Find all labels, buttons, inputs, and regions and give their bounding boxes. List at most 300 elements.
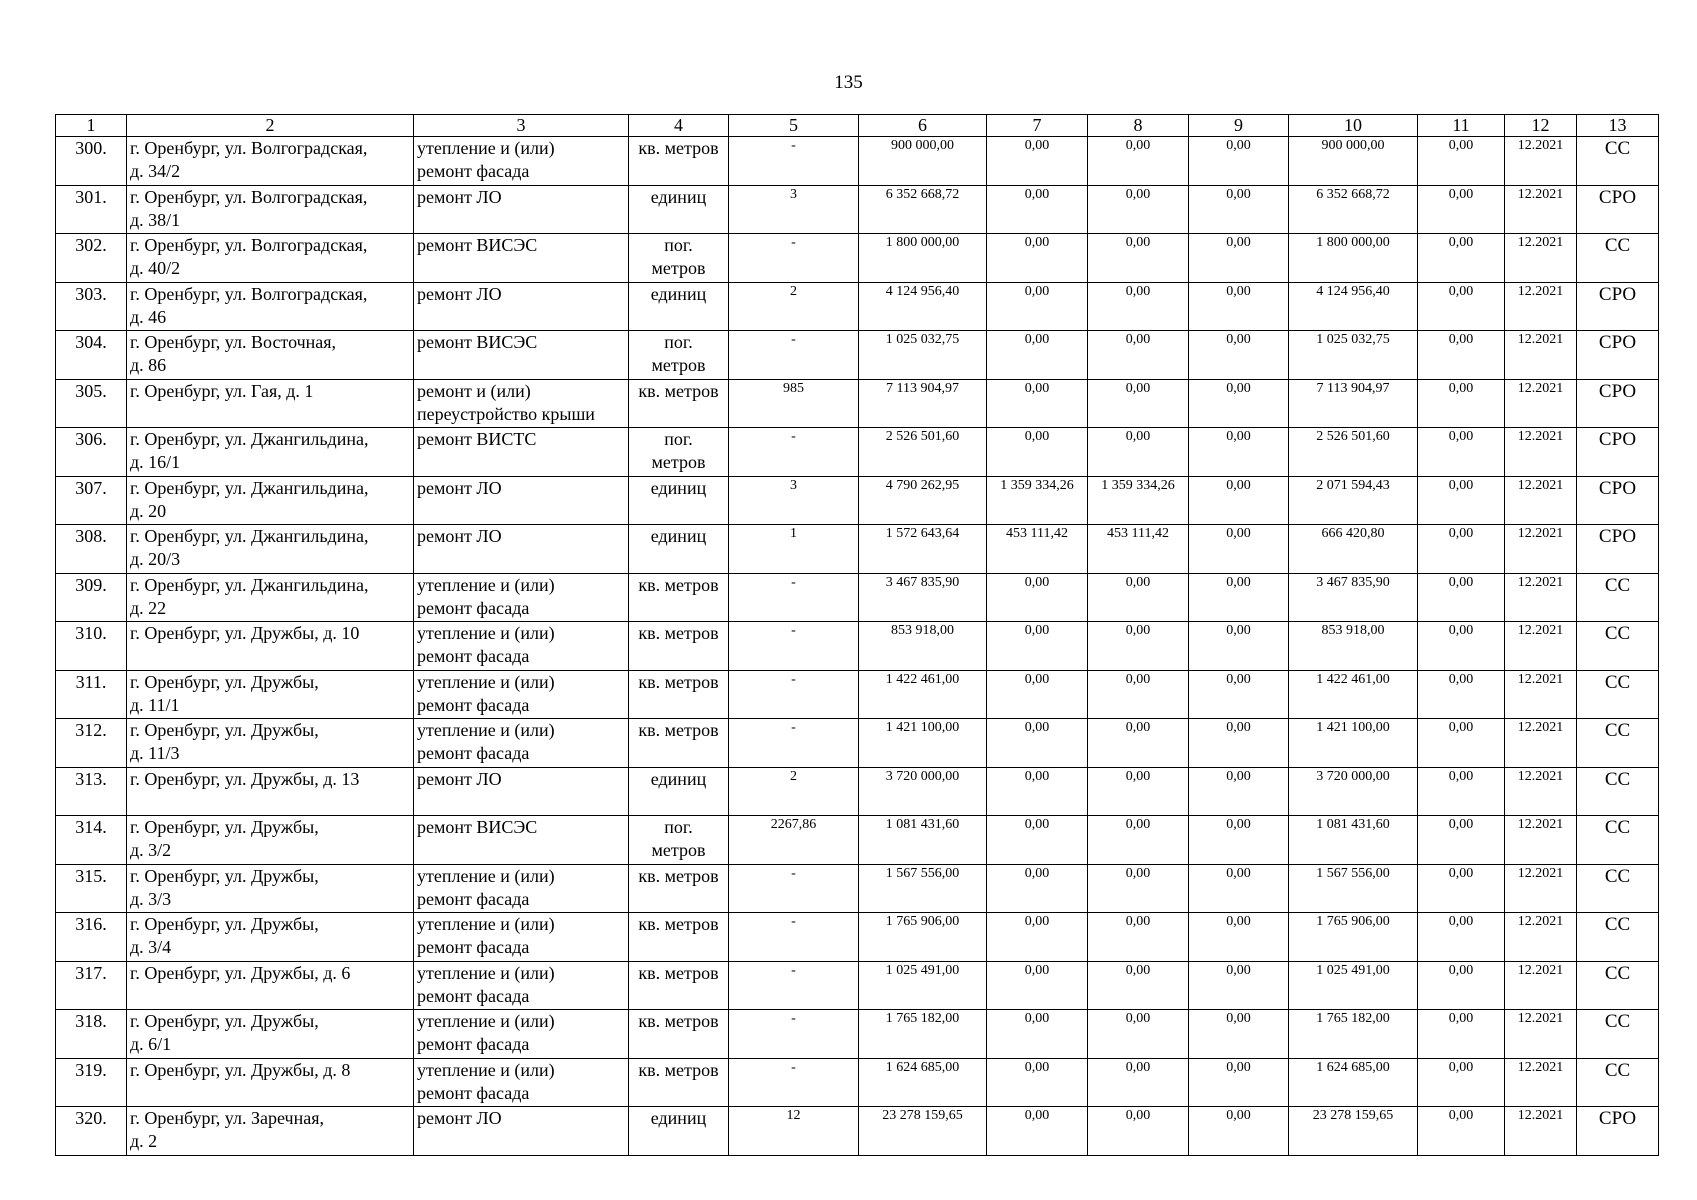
- table-row: [56, 428, 1659, 477]
- fund-cell-9: 0,00: [1189, 185, 1289, 234]
- account-type-cell: СРО: [1577, 525, 1659, 574]
- table-row: [56, 573, 1659, 622]
- unit-cell: кв. метров: [629, 670, 729, 719]
- column-header-1: 1: [56, 115, 127, 137]
- account-type-cell: СС: [1577, 137, 1659, 186]
- account-type-cell: СС: [1577, 816, 1659, 865]
- column-header-13: 13: [1577, 115, 1659, 137]
- work-type-cell: утепление и (или) ремонт фасада: [414, 1010, 629, 1059]
- fund-cell-7: 0,00: [987, 816, 1088, 865]
- fund-cell-8: 0,00: [1088, 331, 1189, 380]
- fund-cell-7: 453 111,42: [987, 525, 1088, 574]
- fund-cell-9: 0,00: [1189, 913, 1289, 962]
- fund-cell-8: 0,00: [1088, 185, 1189, 234]
- account-type-cell: СРО: [1577, 476, 1659, 525]
- fund-cell-10: 1 422 461,00: [1289, 670, 1418, 719]
- completion-date-cell: 12.2021: [1505, 185, 1577, 234]
- fund-cell-8: 1 359 334,26: [1088, 476, 1189, 525]
- work-type-cell: утепление и (или) ремонт фасада: [414, 719, 629, 768]
- unit-cell: кв. метров: [629, 137, 729, 186]
- account-type-cell: СРО: [1577, 185, 1659, 234]
- fund-cell-7: 0,00: [987, 670, 1088, 719]
- fund-cell-7: 0,00: [987, 185, 1088, 234]
- account-type-cell: СРО: [1577, 1107, 1659, 1156]
- quantity-cell: -: [729, 1010, 859, 1059]
- fund-cell-9: 0,00: [1189, 282, 1289, 331]
- fund-cell-9: 0,00: [1189, 767, 1289, 816]
- quantity-cell: -: [729, 1058, 859, 1107]
- fund-cell-10: 900 000,00: [1289, 137, 1418, 186]
- completion-date-cell: 12.2021: [1505, 816, 1577, 865]
- column-header-9: 9: [1189, 115, 1289, 137]
- fund-cell-10: 7 113 904,97: [1289, 379, 1418, 428]
- address-cell: г. Оренбург, ул. Дружбы, д. 6: [127, 961, 414, 1010]
- column-header-8: 8: [1088, 115, 1189, 137]
- total-cost-cell: 1 572 643,64: [859, 525, 987, 574]
- fund-cell-10: 1 765 906,00: [1289, 913, 1418, 962]
- completion-date-cell: 12.2021: [1505, 961, 1577, 1010]
- fund-cell-7: 0,00: [987, 719, 1088, 768]
- fund-cell-8: 0,00: [1088, 864, 1189, 913]
- quantity-cell: -: [729, 573, 859, 622]
- fund-cell-9: 0,00: [1189, 961, 1289, 1010]
- completion-date-cell: 12.2021: [1505, 234, 1577, 283]
- unit-cell: пог. метров: [629, 331, 729, 380]
- row-number: 320.: [56, 1107, 127, 1156]
- fund-cell-10: 1 421 100,00: [1289, 719, 1418, 768]
- quantity-cell: 2267,86: [729, 816, 859, 865]
- address-cell: г. Оренбург, ул. Дружбы, д. 11/3: [127, 719, 414, 768]
- fund-cell-10: 2 071 594,43: [1289, 476, 1418, 525]
- account-type-cell: СС: [1577, 1010, 1659, 1059]
- work-type-cell: утепление и (или) ремонт фасада: [414, 864, 629, 913]
- account-type-cell: СРО: [1577, 428, 1659, 477]
- total-cost-cell: 1 624 685,00: [859, 1058, 987, 1107]
- unit-cell: пог. метров: [629, 428, 729, 477]
- fund-cell-7: 0,00: [987, 767, 1088, 816]
- fund-cell-10: 2 526 501,60: [1289, 428, 1418, 477]
- fund-cell-9: 0,00: [1189, 137, 1289, 186]
- page-number: 135: [834, 72, 863, 93]
- fund-cell-11: 0,00: [1418, 331, 1505, 380]
- fund-cell-8: 0,00: [1088, 1058, 1189, 1107]
- total-cost-cell: 1 765 906,00: [859, 913, 987, 962]
- row-number: 315.: [56, 864, 127, 913]
- fund-cell-8: 0,00: [1088, 428, 1189, 477]
- unit-cell: кв. метров: [629, 1058, 729, 1107]
- address-cell: г. Оренбург, ул. Дружбы, д. 11/1: [127, 670, 414, 719]
- fund-cell-8: 0,00: [1088, 573, 1189, 622]
- table-row: [56, 913, 1659, 962]
- table-row: [56, 622, 1659, 671]
- row-number: 301.: [56, 185, 127, 234]
- quantity-cell: -: [729, 719, 859, 768]
- fund-cell-8: 0,00: [1088, 137, 1189, 186]
- fund-cell-9: 0,00: [1189, 864, 1289, 913]
- fund-cell-9: 0,00: [1189, 428, 1289, 477]
- completion-date-cell: 12.2021: [1505, 767, 1577, 816]
- address-cell: г. Оренбург, ул. Джангильдина, д. 20/3: [127, 525, 414, 574]
- fund-cell-8: 0,00: [1088, 913, 1189, 962]
- quantity-cell: -: [729, 670, 859, 719]
- fund-cell-10: 1 800 000,00: [1289, 234, 1418, 283]
- unit-cell: единиц: [629, 282, 729, 331]
- work-type-cell: утепление и (или) ремонт фасада: [414, 137, 629, 186]
- work-type-cell: ремонт ВИСЭС: [414, 816, 629, 865]
- address-cell: г. Оренбург, ул. Джангильдина, д. 20: [127, 476, 414, 525]
- address-cell: г. Оренбург, ул. Дружбы, д. 3/3: [127, 864, 414, 913]
- quantity-cell: -: [729, 913, 859, 962]
- row-number: 319.: [56, 1058, 127, 1107]
- column-number-row: [56, 115, 1659, 137]
- address-cell: г. Оренбург, ул. Волгоградская, д. 40/2: [127, 234, 414, 283]
- fund-cell-11: 0,00: [1418, 282, 1505, 331]
- address-cell: г. Оренбург, ул. Дружбы, д. 8: [127, 1058, 414, 1107]
- row-number: 314.: [56, 816, 127, 865]
- table-row: [56, 476, 1659, 525]
- account-type-cell: СС: [1577, 767, 1659, 816]
- fund-cell-9: 0,00: [1189, 573, 1289, 622]
- account-type-cell: СС: [1577, 1058, 1659, 1107]
- fund-cell-10: 666 420,80: [1289, 525, 1418, 574]
- unit-cell: кв. метров: [629, 961, 729, 1010]
- unit-cell: кв. метров: [629, 719, 729, 768]
- completion-date-cell: 12.2021: [1505, 1058, 1577, 1107]
- address-cell: г. Оренбург, ул. Волгоградская, д. 34/2: [127, 137, 414, 186]
- completion-date-cell: 12.2021: [1505, 282, 1577, 331]
- address-cell: г. Оренбург, ул. Джангильдина, д. 16/1: [127, 428, 414, 477]
- work-type-cell: ремонт ЛО: [414, 525, 629, 574]
- work-type-cell: утепление и (или) ремонт фасада: [414, 670, 629, 719]
- fund-cell-11: 0,00: [1418, 670, 1505, 719]
- table-row: [56, 864, 1659, 913]
- fund-cell-11: 0,00: [1418, 1058, 1505, 1107]
- completion-date-cell: 12.2021: [1505, 137, 1577, 186]
- quantity-cell: -: [729, 961, 859, 1010]
- quantity-cell: -: [729, 428, 859, 477]
- fund-cell-10: 4 124 956,40: [1289, 282, 1418, 331]
- quantity-cell: 12: [729, 1107, 859, 1156]
- fund-cell-11: 0,00: [1418, 622, 1505, 671]
- fund-cell-10: 1 081 431,60: [1289, 816, 1418, 865]
- fund-cell-7: 0,00: [987, 864, 1088, 913]
- fund-cell-9: 0,00: [1189, 1010, 1289, 1059]
- total-cost-cell: 1 765 182,00: [859, 1010, 987, 1059]
- table-row: [56, 379, 1659, 428]
- row-number: 303.: [56, 282, 127, 331]
- fund-cell-7: 0,00: [987, 331, 1088, 380]
- fund-cell-10: 1 624 685,00: [1289, 1058, 1418, 1107]
- work-type-cell: утепление и (или) ремонт фасада: [414, 1058, 629, 1107]
- unit-cell: кв. метров: [629, 913, 729, 962]
- row-number: 316.: [56, 913, 127, 962]
- address-cell: г. Оренбург, ул. Дружбы, д. 6/1: [127, 1010, 414, 1059]
- fund-cell-11: 0,00: [1418, 379, 1505, 428]
- account-type-cell: СРО: [1577, 331, 1659, 380]
- account-type-cell: СС: [1577, 864, 1659, 913]
- table-row: [56, 767, 1659, 816]
- unit-cell: единиц: [629, 767, 729, 816]
- completion-date-cell: 12.2021: [1505, 525, 1577, 574]
- table-row: [56, 1010, 1659, 1059]
- total-cost-cell: 1 025 032,75: [859, 331, 987, 380]
- table-row: [56, 1058, 1659, 1107]
- completion-date-cell: 12.2021: [1505, 864, 1577, 913]
- work-type-cell: ремонт ЛО: [414, 1107, 629, 1156]
- fund-cell-7: 0,00: [987, 234, 1088, 283]
- fund-cell-11: 0,00: [1418, 864, 1505, 913]
- column-header-11: 11: [1418, 115, 1505, 137]
- column-header-6: 6: [859, 115, 987, 137]
- row-number: 304.: [56, 331, 127, 380]
- fund-cell-8: 0,00: [1088, 379, 1189, 428]
- fund-cell-10: 853 918,00: [1289, 622, 1418, 671]
- fund-cell-9: 0,00: [1189, 234, 1289, 283]
- work-type-cell: утепление и (или) ремонт фасада: [414, 622, 629, 671]
- column-header-4: 4: [629, 115, 729, 137]
- unit-cell: кв. метров: [629, 379, 729, 428]
- fund-cell-7: 1 359 334,26: [987, 476, 1088, 525]
- fund-cell-7: 0,00: [987, 622, 1088, 671]
- completion-date-cell: 12.2021: [1505, 1010, 1577, 1059]
- fund-cell-9: 0,00: [1189, 719, 1289, 768]
- fund-cell-8: 0,00: [1088, 1107, 1189, 1156]
- fund-cell-10: 23 278 159,65: [1289, 1107, 1418, 1156]
- fund-cell-7: 0,00: [987, 573, 1088, 622]
- fund-cell-11: 0,00: [1418, 573, 1505, 622]
- row-number: 312.: [56, 719, 127, 768]
- unit-cell: пог. метров: [629, 816, 729, 865]
- total-cost-cell: 3 720 000,00: [859, 767, 987, 816]
- fund-cell-8: 0,00: [1088, 767, 1189, 816]
- quantity-cell: 3: [729, 476, 859, 525]
- quantity-cell: 985: [729, 379, 859, 428]
- completion-date-cell: 12.2021: [1505, 476, 1577, 525]
- unit-cell: единиц: [629, 1107, 729, 1156]
- completion-date-cell: 12.2021: [1505, 573, 1577, 622]
- completion-date-cell: 12.2021: [1505, 1107, 1577, 1156]
- fund-cell-11: 0,00: [1418, 185, 1505, 234]
- table-row: [56, 234, 1659, 283]
- row-number: 300.: [56, 137, 127, 186]
- fund-cell-10: 1 567 556,00: [1289, 864, 1418, 913]
- account-type-cell: СС: [1577, 573, 1659, 622]
- work-type-cell: ремонт ЛО: [414, 767, 629, 816]
- completion-date-cell: 12.2021: [1505, 913, 1577, 962]
- row-number: 309.: [56, 573, 127, 622]
- table-row: [56, 185, 1659, 234]
- fund-cell-8: 0,00: [1088, 719, 1189, 768]
- total-cost-cell: 900 000,00: [859, 137, 987, 186]
- fund-cell-7: 0,00: [987, 137, 1088, 186]
- completion-date-cell: 12.2021: [1505, 428, 1577, 477]
- unit-cell: единиц: [629, 185, 729, 234]
- fund-cell-8: 0,00: [1088, 234, 1189, 283]
- work-type-cell: ремонт ВИСТС: [414, 428, 629, 477]
- column-header-7: 7: [987, 115, 1088, 137]
- fund-cell-9: 0,00: [1189, 670, 1289, 719]
- fund-cell-11: 0,00: [1418, 137, 1505, 186]
- fund-cell-8: 0,00: [1088, 816, 1189, 865]
- row-number: 306.: [56, 428, 127, 477]
- total-cost-cell: 1 025 491,00: [859, 961, 987, 1010]
- work-type-cell: утепление и (или) ремонт фасада: [414, 913, 629, 962]
- fund-cell-7: 0,00: [987, 379, 1088, 428]
- fund-cell-10: 3 720 000,00: [1289, 767, 1418, 816]
- quantity-cell: -: [729, 864, 859, 913]
- fund-cell-11: 0,00: [1418, 525, 1505, 574]
- completion-date-cell: 12.2021: [1505, 331, 1577, 380]
- unit-cell: единиц: [629, 525, 729, 574]
- address-cell: г. Оренбург, ул. Гая, д. 1: [127, 379, 414, 428]
- table-row: [56, 719, 1659, 768]
- total-cost-cell: 23 278 159,65: [859, 1107, 987, 1156]
- fund-cell-9: 0,00: [1189, 622, 1289, 671]
- fund-cell-11: 0,00: [1418, 767, 1505, 816]
- account-type-cell: СС: [1577, 961, 1659, 1010]
- total-cost-cell: 1 567 556,00: [859, 864, 987, 913]
- total-cost-cell: 2 526 501,60: [859, 428, 987, 477]
- quantity-cell: 2: [729, 767, 859, 816]
- fund-cell-7: 0,00: [987, 961, 1088, 1010]
- fund-cell-8: 0,00: [1088, 1010, 1189, 1059]
- row-number: 318.: [56, 1010, 127, 1059]
- fund-cell-8: 0,00: [1088, 282, 1189, 331]
- work-type-cell: утепление и (или) ремонт фасада: [414, 961, 629, 1010]
- fund-cell-8: 0,00: [1088, 961, 1189, 1010]
- account-type-cell: СС: [1577, 234, 1659, 283]
- column-header-10: 10: [1289, 115, 1418, 137]
- fund-cell-8: 0,00: [1088, 622, 1189, 671]
- address-cell: г. Оренбург, ул. Дружбы, д. 3/2: [127, 816, 414, 865]
- fund-cell-11: 0,00: [1418, 234, 1505, 283]
- row-number: 311.: [56, 670, 127, 719]
- address-cell: г. Оренбург, ул. Волгоградская, д. 38/1: [127, 185, 414, 234]
- fund-cell-7: 0,00: [987, 1010, 1088, 1059]
- fund-cell-9: 0,00: [1189, 476, 1289, 525]
- row-number: 313.: [56, 767, 127, 816]
- repair-program-table: [55, 114, 1659, 1156]
- quantity-cell: 1: [729, 525, 859, 574]
- total-cost-cell: 1 422 461,00: [859, 670, 987, 719]
- unit-cell: кв. метров: [629, 573, 729, 622]
- quantity-cell: 2: [729, 282, 859, 331]
- table-row: [56, 331, 1659, 380]
- fund-cell-7: 0,00: [987, 913, 1088, 962]
- work-type-cell: ремонт и (или) переустройство крыши: [414, 379, 629, 428]
- fund-cell-9: 0,00: [1189, 1107, 1289, 1156]
- address-cell: г. Оренбург, ул. Джангильдина, д. 22: [127, 573, 414, 622]
- total-cost-cell: 1 421 100,00: [859, 719, 987, 768]
- total-cost-cell: 3 467 835,90: [859, 573, 987, 622]
- fund-cell-9: 0,00: [1189, 816, 1289, 865]
- account-type-cell: СС: [1577, 670, 1659, 719]
- table-row: [56, 282, 1659, 331]
- fund-cell-10: 3 467 835,90: [1289, 573, 1418, 622]
- account-type-cell: СС: [1577, 913, 1659, 962]
- work-type-cell: ремонт ЛО: [414, 282, 629, 331]
- fund-cell-11: 0,00: [1418, 1010, 1505, 1059]
- unit-cell: кв. метров: [629, 864, 729, 913]
- row-number: 317.: [56, 961, 127, 1010]
- work-type-cell: ремонт ВИСЭС: [414, 331, 629, 380]
- fund-cell-9: 0,00: [1189, 331, 1289, 380]
- table-row: [56, 816, 1659, 865]
- row-number: 308.: [56, 525, 127, 574]
- row-number: 305.: [56, 379, 127, 428]
- work-type-cell: ремонт ВИСЭС: [414, 234, 629, 283]
- column-header-2: 2: [127, 115, 414, 137]
- fund-cell-8: 0,00: [1088, 670, 1189, 719]
- table-row: [56, 670, 1659, 719]
- fund-cell-11: 0,00: [1418, 913, 1505, 962]
- work-type-cell: ремонт ЛО: [414, 185, 629, 234]
- total-cost-cell: 4 124 956,40: [859, 282, 987, 331]
- fund-cell-10: 1 025 491,00: [1289, 961, 1418, 1010]
- fund-cell-11: 0,00: [1418, 1107, 1505, 1156]
- table-row: [56, 137, 1659, 186]
- quantity-cell: -: [729, 331, 859, 380]
- address-cell: г. Оренбург, ул. Восточная, д. 86: [127, 331, 414, 380]
- quantity-cell: -: [729, 622, 859, 671]
- unit-cell: пог. метров: [629, 234, 729, 283]
- account-type-cell: СС: [1577, 719, 1659, 768]
- fund-cell-10: 6 352 668,72: [1289, 185, 1418, 234]
- account-type-cell: СРО: [1577, 379, 1659, 428]
- completion-date-cell: 12.2021: [1505, 719, 1577, 768]
- total-cost-cell: 1 081 431,60: [859, 816, 987, 865]
- fund-cell-7: 0,00: [987, 1107, 1088, 1156]
- address-cell: г. Оренбург, ул. Заречная, д. 2: [127, 1107, 414, 1156]
- unit-cell: кв. метров: [629, 1010, 729, 1059]
- total-cost-cell: 1 800 000,00: [859, 234, 987, 283]
- fund-cell-9: 0,00: [1189, 525, 1289, 574]
- fund-cell-9: 0,00: [1189, 379, 1289, 428]
- row-number: 310.: [56, 622, 127, 671]
- unit-cell: единиц: [629, 476, 729, 525]
- table-row: [56, 961, 1659, 1010]
- fund-cell-11: 0,00: [1418, 476, 1505, 525]
- fund-cell-7: 0,00: [987, 428, 1088, 477]
- address-cell: г. Оренбург, ул. Дружбы, д. 10: [127, 622, 414, 671]
- fund-cell-8: 453 111,42: [1088, 525, 1189, 574]
- table-row: [56, 525, 1659, 574]
- column-header-5: 5: [729, 115, 859, 137]
- quantity-cell: -: [729, 137, 859, 186]
- unit-cell: кв. метров: [629, 622, 729, 671]
- address-cell: г. Оренбург, ул. Волгоградская, д. 46: [127, 282, 414, 331]
- fund-cell-7: 0,00: [987, 282, 1088, 331]
- quantity-cell: 3: [729, 185, 859, 234]
- work-type-cell: ремонт ЛО: [414, 476, 629, 525]
- table-body: [56, 137, 1659, 1156]
- fund-cell-11: 0,00: [1418, 428, 1505, 477]
- total-cost-cell: 7 113 904,97: [859, 379, 987, 428]
- account-type-cell: СРО: [1577, 282, 1659, 331]
- total-cost-cell: 6 352 668,72: [859, 185, 987, 234]
- fund-cell-11: 0,00: [1418, 719, 1505, 768]
- fund-cell-9: 0,00: [1189, 1058, 1289, 1107]
- work-type-cell: утепление и (или) ремонт фасада: [414, 573, 629, 622]
- completion-date-cell: 12.2021: [1505, 379, 1577, 428]
- fund-cell-11: 0,00: [1418, 816, 1505, 865]
- total-cost-cell: 4 790 262,95: [859, 476, 987, 525]
- address-cell: г. Оренбург, ул. Дружбы, д. 3/4: [127, 913, 414, 962]
- row-number: 307.: [56, 476, 127, 525]
- address-cell: г. Оренбург, ул. Дружбы, д. 13: [127, 767, 414, 816]
- column-header-3: 3: [414, 115, 629, 137]
- fund-cell-7: 0,00: [987, 1058, 1088, 1107]
